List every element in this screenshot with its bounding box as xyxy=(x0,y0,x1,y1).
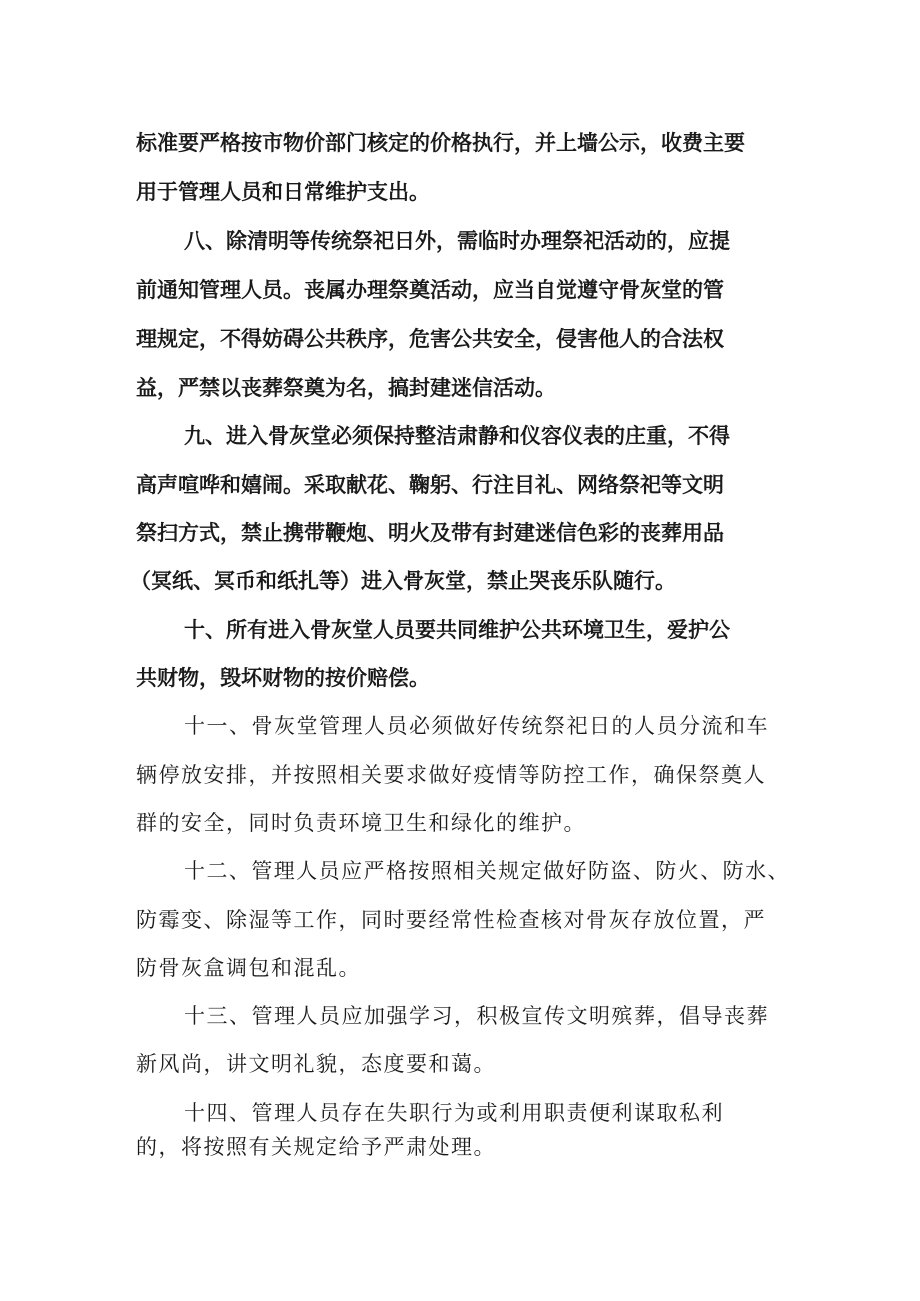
paragraph-line xyxy=(0,516,920,550)
paragraph-line xyxy=(0,854,920,888)
paragraph-line xyxy=(0,806,920,840)
paragraph-line xyxy=(0,661,920,695)
paragraph-line xyxy=(0,175,920,209)
paragraph-line xyxy=(0,468,920,502)
line-text: 十一、骨灰堂管理人员必须做好传统祭祀日的人员分流和车 xyxy=(184,714,769,738)
paragraph-line xyxy=(0,126,920,160)
line-text: 标准要严格按市物价部门核定的价格执行，并上墙公示，收费主要 xyxy=(136,131,745,155)
paragraph-line xyxy=(0,273,920,307)
paragraph-line xyxy=(0,322,920,356)
line-text: 十三、管理人员应加强学习，积极宣传文明殡葬，倡导丧葬 xyxy=(184,1004,769,1028)
paragraph-line xyxy=(0,1096,920,1130)
line-text: 理规定，不得妨碍公共秩序，危害公共安全，侵害他人的合法权 xyxy=(136,327,724,351)
paragraph-line xyxy=(0,1130,920,1164)
line-text: 共财物，毁坏财物的按价赔偿。 xyxy=(136,666,430,690)
paragraph-line xyxy=(0,224,920,258)
paragraph-line xyxy=(0,951,920,985)
paragraph-line xyxy=(0,564,920,598)
line-text: 防霉变、除湿等工作，同时要经常性检查核对骨灰存放位置，严 xyxy=(136,908,766,932)
line-text: 的，将按照有关规定给予严肃处理。 xyxy=(136,1135,496,1159)
line-text: 益，严禁以丧葬祭奠为名，搞封建迷信活动。 xyxy=(136,376,556,400)
line-text: 十、所有进入骨灰堂人员要共同维护公共环境卫生，爱护公 xyxy=(184,618,730,642)
paragraph-line xyxy=(0,613,920,647)
paragraph-line xyxy=(0,999,920,1033)
line-text: 群的安全，同时负责环境卫生和绿化的维护。 xyxy=(136,811,586,835)
paragraph-line xyxy=(0,709,920,743)
line-text: 前通知管理人员。丧属办理祭奠活动，应当自觉遵守骨灰堂的管 xyxy=(136,278,724,302)
line-text: （冥纸、冥币和纸扎等）进入骨灰堂，禁止哭丧乐队随行。 xyxy=(130,569,676,593)
paragraph-line xyxy=(0,371,920,405)
line-text: 十二、管理人员应严格按照相关规定做好防盗、防火、防水、 xyxy=(184,859,790,883)
paragraph-line xyxy=(0,1047,920,1081)
line-text: 辆停放安排，并按照相关要求做好疫情等防控工作，确保祭奠人 xyxy=(136,763,766,787)
line-text: 用于管理人员和日常维护支出。 xyxy=(136,180,430,204)
line-text: 高声喧哗和嬉闹。采取献花、鞠躬、行注目礼、网络祭祀等文明 xyxy=(136,473,724,497)
line-text: 防骨灰盒调包和混乱。 xyxy=(136,956,361,980)
line-text: 新风尚，讲文明礼貌，态度要和蔼。 xyxy=(136,1052,496,1076)
paragraph-line xyxy=(0,903,920,937)
line-text: 八、除清明等传统祭祀日外，需临时办理祭祀活动的，应提 xyxy=(184,229,730,253)
line-text: 十四、管理人员存在失职行为或利用职责便利谋取私利 xyxy=(184,1101,724,1125)
paragraph-line xyxy=(0,419,920,453)
line-text: 祭扫方式，禁止携带鞭炮、明火及带有封建迷信色彩的丧葬用品 xyxy=(136,521,724,545)
paragraph-line xyxy=(0,758,920,792)
line-text: 九、进入骨灰堂必须保持整洁肃静和仪容仪表的庄重，不得 xyxy=(184,424,730,448)
